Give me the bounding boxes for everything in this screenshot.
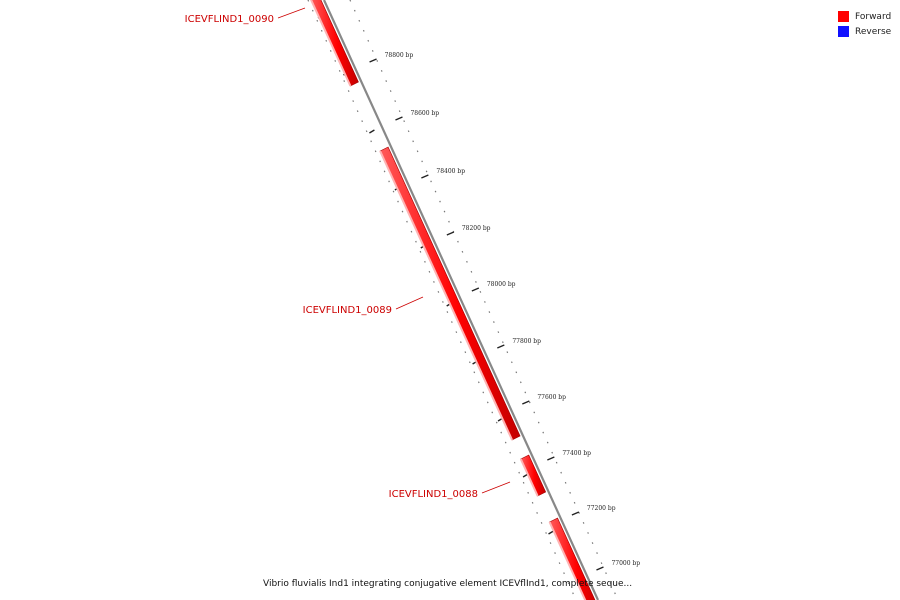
ruler-tick-label: 77000 bp bbox=[611, 560, 641, 567]
legend-reverse bbox=[838, 24, 891, 39]
legend-forward bbox=[838, 9, 891, 24]
strand-legend bbox=[838, 9, 891, 39]
ruler-tick bbox=[421, 175, 428, 178]
ruler-tick bbox=[395, 117, 402, 120]
ruler-tick-label: 77200 bp bbox=[586, 505, 616, 512]
ruler-tick bbox=[447, 232, 454, 235]
ruler-tick bbox=[370, 59, 377, 62]
gene-label[interactable]: ICEVFLIND1_0088 bbox=[388, 489, 478, 500]
gene-label-leader bbox=[482, 482, 510, 493]
ruler-tick-label: 78200 bp bbox=[461, 225, 491, 232]
gene-label-leader bbox=[396, 297, 423, 309]
reverse-swatch bbox=[838, 26, 849, 37]
sequence-caption: Vibrio fluvialis Ind1 integrating conjugative element ICEVflInd1, complete seque... bbox=[263, 579, 633, 589]
forward-swatch bbox=[838, 11, 849, 22]
ruler-tick bbox=[472, 288, 479, 291]
ruler-tick-label: 78000 bp bbox=[486, 281, 516, 288]
ruler-tick bbox=[596, 567, 603, 570]
ruler-tick-label: 77400 bp bbox=[562, 450, 592, 457]
gene-label[interactable]: ICEVFLIND1_0090 bbox=[184, 14, 274, 25]
legend-reverse-label: Reverse bbox=[855, 26, 892, 37]
ruler-tick-label: 77800 bp bbox=[512, 338, 542, 345]
ruler-tick-label: 78400 bp bbox=[436, 168, 466, 175]
ruler-tick-label: 78600 bp bbox=[410, 110, 440, 117]
sequence-backbone bbox=[324, 0, 598, 600]
track-tick bbox=[369, 130, 374, 133]
ruler-tick-label: 78800 bp bbox=[384, 52, 414, 59]
gene-track-dotted-line bbox=[308, 0, 576, 600]
legend-forward-label: Forward bbox=[855, 11, 892, 22]
gene-feature-forward[interactable] bbox=[380, 147, 520, 440]
ruler-tick-label: 77600 bp bbox=[537, 394, 567, 401]
ruler-tick bbox=[522, 401, 529, 404]
gene-label[interactable]: ICEVFLIND1_0089 bbox=[302, 305, 392, 316]
gene-labels bbox=[185, 8, 510, 500]
gene-feature-shadow bbox=[380, 151, 512, 440]
ruler-tick bbox=[547, 457, 554, 460]
ruler-tick bbox=[497, 345, 504, 348]
gene-label-leader bbox=[278, 8, 305, 18]
ruler-tick bbox=[572, 512, 579, 515]
ruler-dotted-line bbox=[350, 0, 618, 600]
